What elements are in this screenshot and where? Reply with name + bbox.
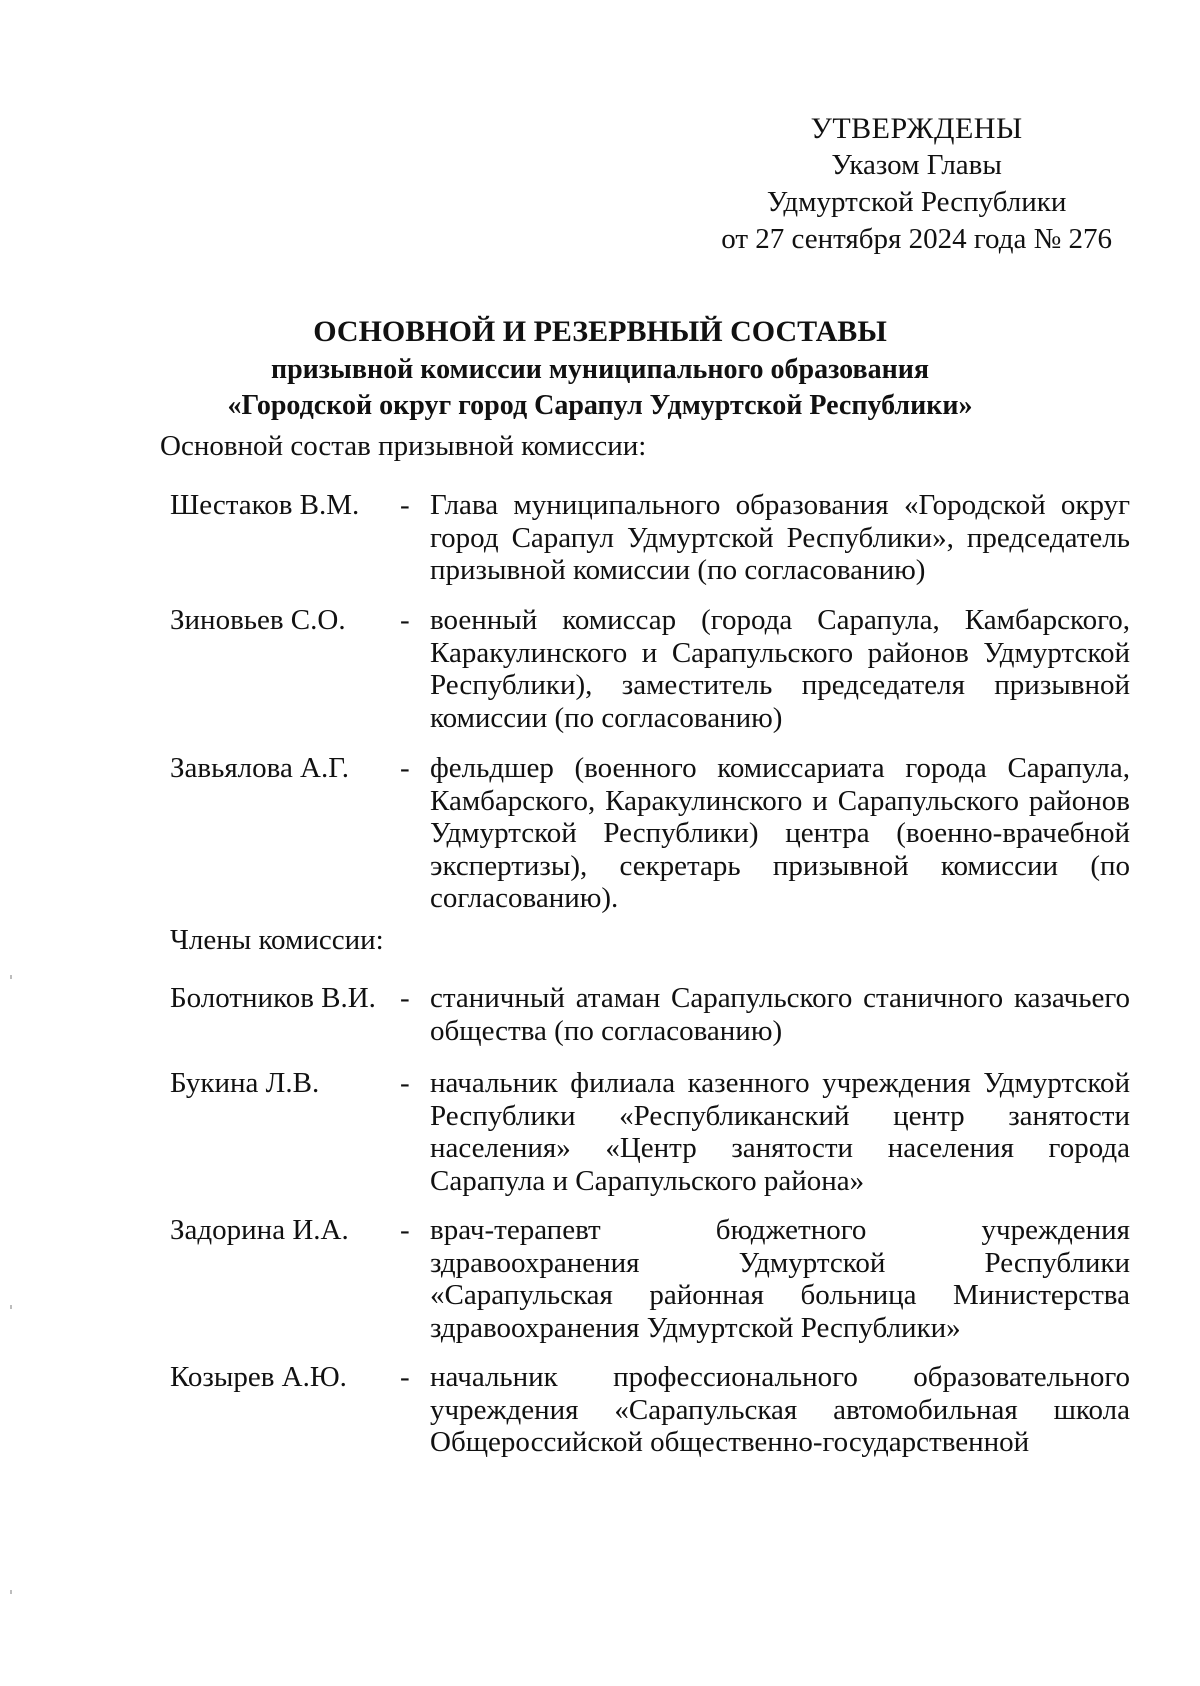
scan-margin-mark	[10, 1590, 12, 1594]
member-description: начальник филиала казенного учреждения Удмуртской Республики «Республиканский центр занятости населения» «Центр занятости населения города Сарапула и Сарапульского района»	[430, 1067, 1130, 1197]
member-name: Зиновьев С.О.	[170, 604, 346, 636]
dash-separator: -	[400, 1361, 410, 1393]
dash-separator: -	[400, 604, 410, 636]
dash-separator: -	[400, 489, 410, 521]
member-description: станичный атаман Сарапульского станичного казачьего общества (по согласованию)	[430, 982, 1130, 1047]
document-title-block	[0, 312, 1200, 424]
dash-separator: -	[400, 1067, 410, 1099]
member-name: Задорина И.А.	[170, 1214, 349, 1246]
document-subtitle-1: призывной комиссии муниципального образования	[270, 354, 930, 385]
dash-separator: -	[400, 982, 410, 1014]
scan-margin-mark	[10, 1305, 12, 1309]
member-description: фельдшер (военного комиссариата города Сарапула, Камбарского, Каракулинского и Сарапульского районов Удмуртской Республики) центра (военно-врачебной экспертизы), секретарь призывной комиссии (по согласованию).	[430, 752, 1130, 914]
approval-line-3: от 27 сентября 2024 года № 276	[721, 223, 1112, 255]
dash-separator: -	[400, 1214, 410, 1246]
member-name: Завьялова А.Г.	[170, 752, 349, 784]
document-subtitle-2: «Городской округ город Сарапул Удмуртской Республики»	[227, 390, 973, 421]
member-description: начальник профессионального образовательного учреждения «Сарапульская автомобильная школа Общероссийской общественно-государственной	[430, 1361, 1130, 1458]
member-name: Козырев А.Ю.	[170, 1361, 347, 1393]
approval-line-2: Удмуртской Республики	[766, 186, 1067, 218]
document-title: ОСНОВНОЙ И РЕЗЕРВНЫЙ СОСТАВЫ	[313, 315, 887, 348]
approval-stamp	[721, 110, 1112, 258]
member-name: Шестаков В.М.	[170, 489, 360, 521]
approval-line-1: Указом Главы	[831, 149, 1002, 181]
approval-title: УТВЕРЖДЕНЫ	[810, 112, 1023, 145]
member-name: Букина Л.В.	[170, 1067, 320, 1099]
member-description: военный комиссар (города Сарапула, Камбарского, Каракулинского и Сарапульского районов Удмуртской Республики), заместитель председателя призывной комиссии (по согласованию)	[430, 604, 1130, 734]
dash-separator: -	[400, 752, 410, 784]
member-name: Болотников В.И.	[170, 982, 376, 1014]
main-section-heading: Основной состав призывной комиссии:	[160, 430, 647, 462]
member-description: Глава муниципального образования «Городской округ город Сарапул Удмуртской Республики», председатель призывной комиссии (по согласованию)	[430, 489, 1130, 586]
members-section-heading: Члены комиссии:	[170, 924, 384, 956]
scan-margin-mark	[10, 975, 12, 979]
member-description: врач-терапевт бюджетного учреждения здравоохранения Удмуртской Республики «Сарапульская районная больница Министерства здравоохранения Удмуртской Республики»	[430, 1214, 1130, 1344]
